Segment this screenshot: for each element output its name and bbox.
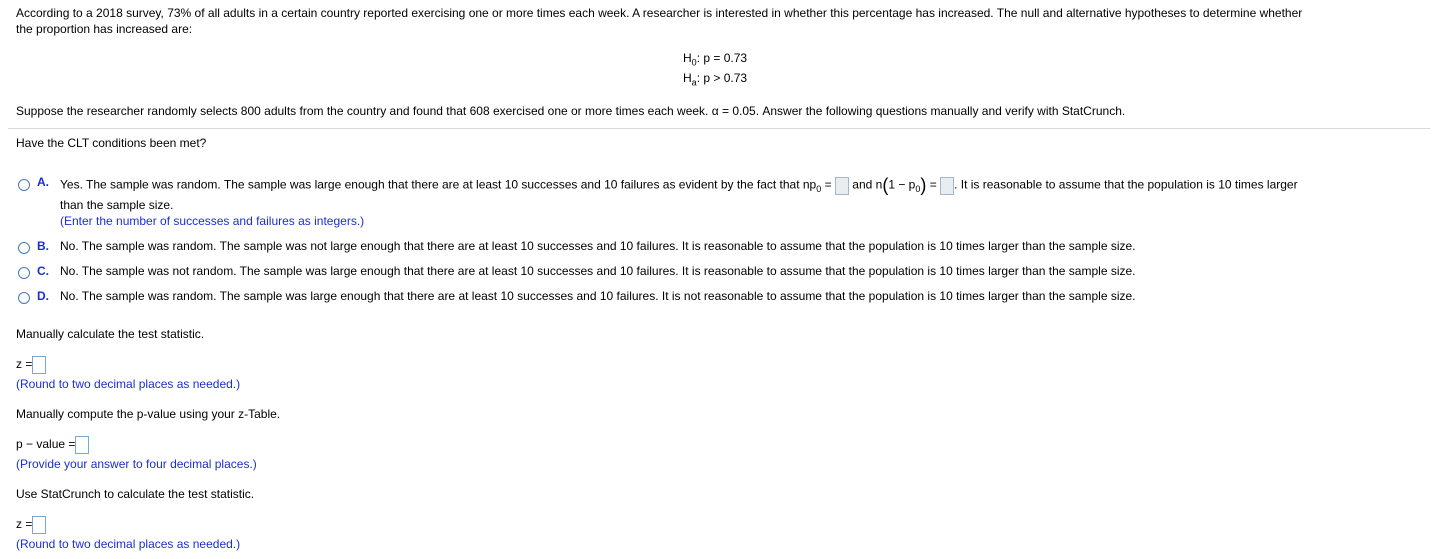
option-d-text: No. The sample was random. The sample was large enough that there are at least 10 successes and 10 failures. It is not reasonable to assume that the population is 10 times larger than the sample size. (60, 289, 1136, 303)
option-a-letter: A. (37, 175, 49, 189)
intro-line-1: According to a 2018 survey, 73% of all adults in a certain country reported exercising one or more times each week. A researcher is interested in whether this percentage has increased. The null and alternative hypotheses to determine whether (16, 6, 1303, 20)
option-a-hint: (Enter the number of successes and failures as integers.) (60, 214, 365, 228)
np0-input[interactable] (835, 177, 849, 195)
null-hypothesis: $H_0$: p = 0.73 (683, 51, 748, 68)
scenario-text: Suppose the researcher randomly selects 800 adults from the country and found that 608 exercised one or more times each week. α = 0.05. Answer the following questions manually and verify with StatCrunch. (16, 104, 1126, 118)
z-input[interactable] (32, 356, 46, 374)
pvalue-hint: (Provide your answer to four decimal places.) (16, 457, 257, 471)
pvalue-question: Manually compute the p-value using your z-Table. (16, 407, 281, 421)
option-d-radio[interactable] (18, 290, 30, 304)
option-a-radio[interactable] (18, 177, 30, 191)
clt-question: Have the CLT conditions been met? (16, 136, 207, 150)
option-c-radio[interactable] (18, 265, 30, 279)
option-a-line-2: than the sample size. (60, 198, 174, 212)
option-c-letter: C. (37, 264, 49, 278)
z2-hint: (Round to two decimal places as needed.) (16, 537, 241, 551)
option-b-letter: B. (37, 239, 49, 253)
option-b-text: No. The sample was random. The sample was not large enough that there are at least 10 successes and 10 failures. It is reasonable to assume that the population is 10 times larger than the sample size. (60, 239, 1136, 253)
pvalue-answer-row: p − value = (16, 436, 89, 454)
section-divider (8, 128, 1430, 129)
z-hint: (Round to two decimal places as needed.) (16, 377, 241, 391)
option-a-line-1: Yes. The sample was random. The sample was large enough that there are at least 10 successes and 10 failures as evident by the fact that $np_0$ = and $n(1 - p_0)$ = . It is reasonable to assume that the population is 10 times larger (60, 175, 1298, 195)
option-d-letter: D. (37, 289, 49, 303)
statcrunch-question: Use StatCrunch to calculate the test statistic. (16, 487, 255, 501)
test-stat-question: Manually calculate the test statistic. (16, 327, 205, 341)
pvalue-input[interactable] (75, 436, 89, 454)
option-c-text: No. The sample was not random. The sample was large enough that there are at least 10 successes and 10 failures. It is reasonable to assume that the population is 10 times larger than the sample size. (60, 264, 1136, 278)
z2-input[interactable] (32, 516, 46, 534)
n-one-minus-p0-input[interactable] (940, 177, 954, 195)
intro-line-2: the proportion has increased are: (16, 22, 193, 36)
z-answer-row: z = (16, 356, 46, 374)
z2-answer-row: z = (16, 516, 46, 534)
alternative-hypothesis: $H_a$: p > 0.73 (683, 71, 748, 88)
option-b-radio[interactable] (18, 240, 30, 254)
